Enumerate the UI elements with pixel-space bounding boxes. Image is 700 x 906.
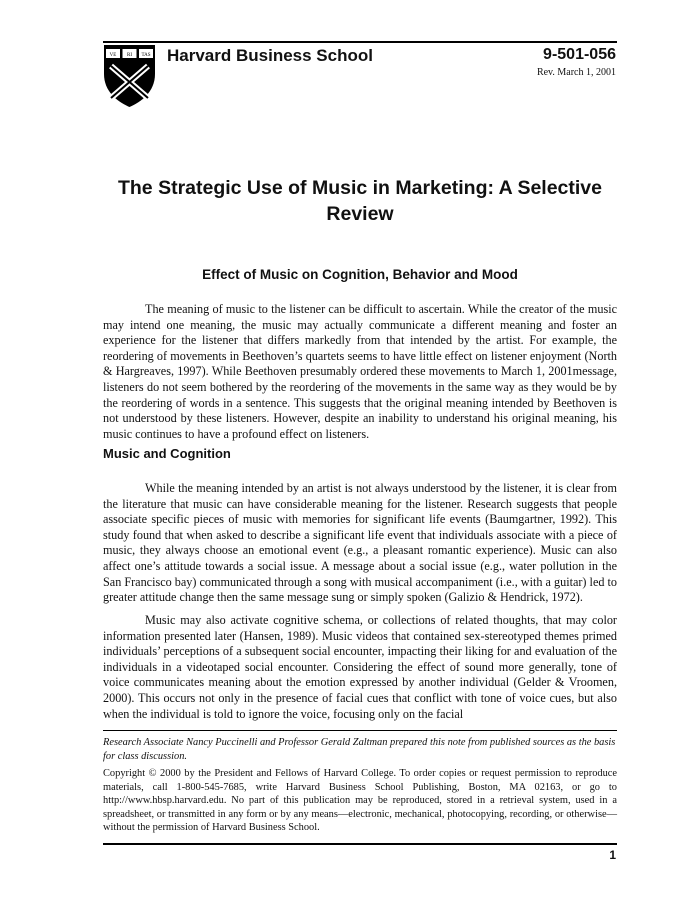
copyright-notice: Copyright © 2000 by the President and Fellows of Harvard College. To order copies or request permission to reproduce materials, call 1-800-545-7685, write Harvard Business School Publishing, Boston, MA 02163, or go to http://www.hbsp.harvard.edu. No part of this publication may be reproduced, stored in a retrieval system, used in a spreadsheet, or transmitted in any form or by any means—electronic, mechanical, photocopying, recording, or otherwise—without the permission of Harvard Business School. (103, 768, 617, 833)
footnote-rule (103, 730, 617, 731)
school-name: Harvard Business School (167, 46, 373, 65)
shield-text-ri: RI (127, 53, 132, 58)
page-number: 1 (609, 848, 616, 862)
page-title: The Strategic Use of Music in Marketing: A Selective Review (117, 177, 602, 225)
paragraph-3: Music may also activate cognitive schema, or collections of related thoughts, that may color information presented later (Hansen, 1989). Music videos that contained sex-stereotyped themes primed individuals’ perceptions of a subsequent social encounter, impacting their liking for and evaluation of the individuals in a videotaped social encounter. Considering the effect of sound more generally, tone of voice communicates meaning about the emotion expressed by another individual (Gelder & Vroomen, 2000). This occurs not only in the presence of facial cues that conflict with tone of voice cues, but also when the individual is told to ignore the voice, focusing only on the facial (103, 613, 617, 721)
document-number: 9-501-056 (543, 46, 616, 63)
paragraph-1: The meaning of music to the listener can be difficult to ascertain. While the creator of the music may intend one meaning, the music may actually communicate a different meaning and foster an experience for the listener that differs markedly from that intended by the artist. For example, the reordering of movements in Beethoven’s quartets seems to have little effect on listener enjoyment (North & Hargreaves, 1997). While Beethoven presumably ordered these movements to March 1, 2001message, listeners do not seem bothered by the reordering of the movements in the same way as they would be by the reordering of words in a sentence. This suggests that the original meaning intended by Beethoven is not understood by these listeners. However, despite an inability to understand his original meaning, his music continues to have a profound effect on listeners. (103, 302, 617, 441)
shield-text-ve: VE (109, 53, 117, 58)
footer-rule (103, 843, 617, 845)
paragraph-2: While the meaning intended by an artist is not always understood by the listener, it is clear from the literature that music can have considerable meaning for the listener. Research suggests that people associate specific pieces of music with memories for significant life events (Baumgartner, 1992). This study found that when asked to describe a significant life event that individuals associate with a piece of music, they always choose an emotional event (e.g., a pleasant romantic experience). Music can also affect one’s attitude towards a social issue. A message about a social issue (e.g., water pollution in the San Francisco bay) communicated through a song with musical accompaniment (i.e., with a guitar) led to greater attitude change then the same message sung or simply spoken (Galizio & Hendrick, 1972). (103, 481, 617, 605)
harvard-shield-icon (103, 44, 156, 108)
author-note: Research Associate Nancy Puccinelli and Professor Gerald Zaltman prepared this note from published sources as the basis for class discussion. (103, 737, 616, 762)
revision-date: Rev. March 1, 2001 (536, 67, 616, 78)
header-rule (103, 41, 617, 43)
section-heading: Effect of Music on Cognition, Behavior and Mood (202, 267, 518, 282)
subheading-music-cognition: Music and Cognition (103, 446, 231, 461)
shield-text-tas: TAS (141, 53, 151, 58)
